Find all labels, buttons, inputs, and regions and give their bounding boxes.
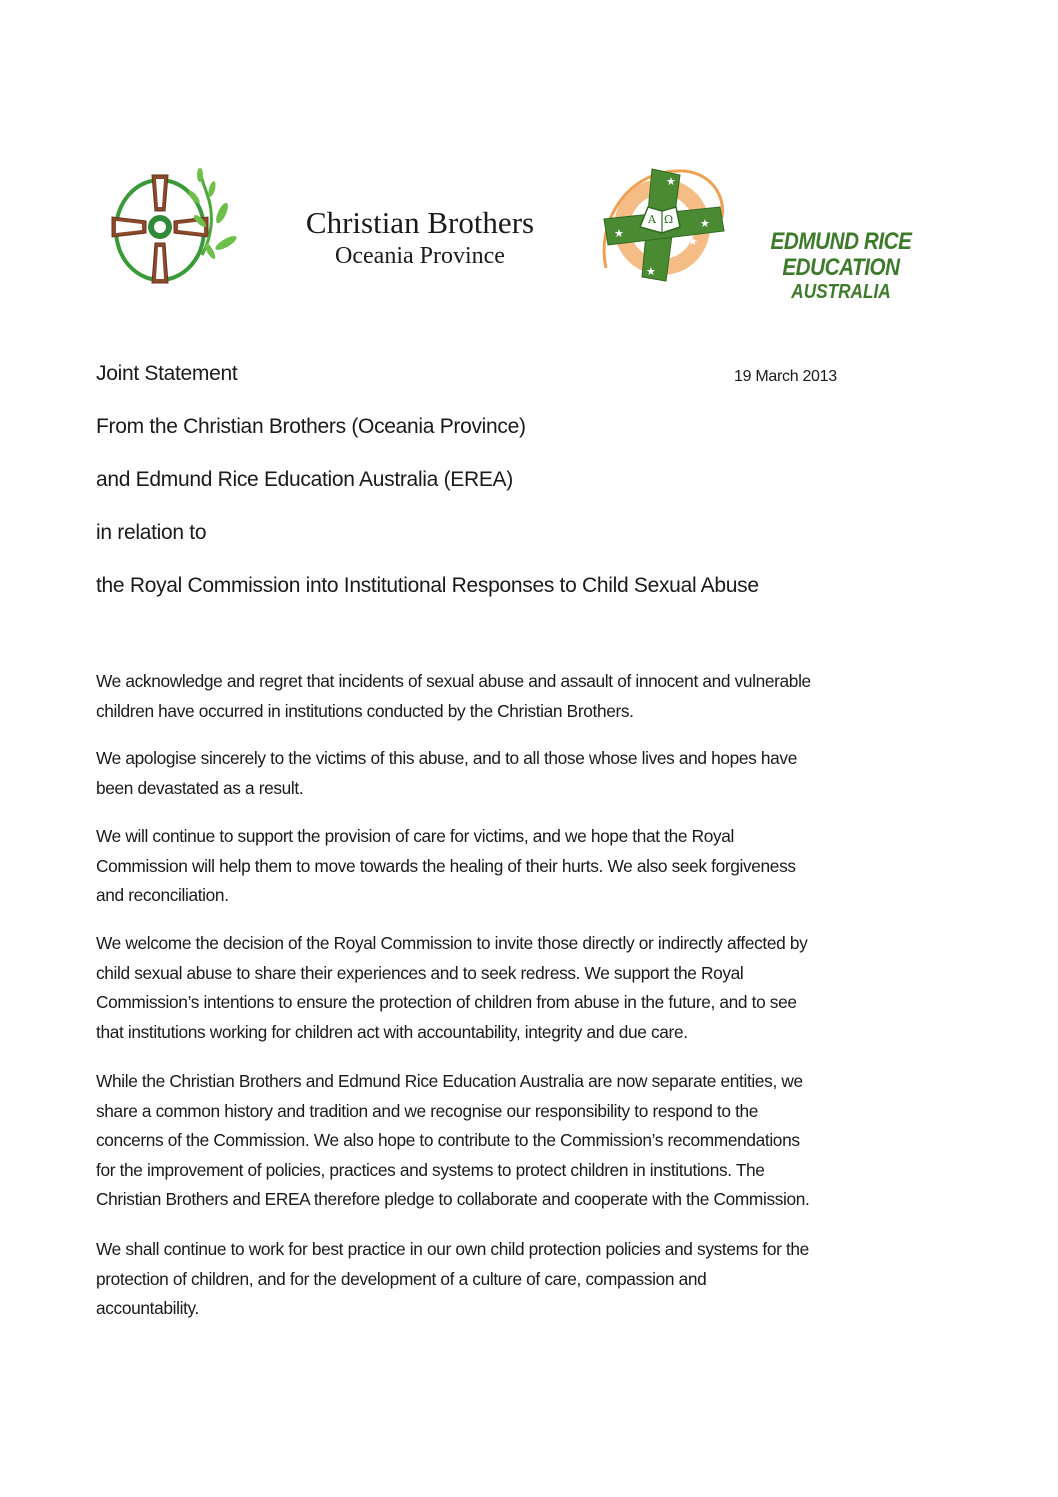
svg-text:★: ★ [700, 217, 710, 230]
svg-text:★: ★ [614, 227, 624, 240]
svg-text:★: ★ [688, 235, 698, 248]
paragraph-support [96, 822, 976, 911]
paragraph-text: We welcome the decision of the Royal Commission to invite those directly or indirectly affected by child sexual abuse to share their experiences and to seek redress. We support the Royal Commission’s intentions to ensure the protection of children from abuse in the future, and to see that institutions working for children act with accountability, integrity and due care. [96, 933, 808, 1042]
paragraph-best-practice [96, 1235, 976, 1324]
christian-brothers-wordmark [270, 205, 570, 271]
statement-date: 19 March 2013 [734, 368, 837, 385]
erea-wordmark [715, 229, 932, 303]
paragraph-text: We acknowledge and regret that incidents of sexual abuse and assault of innocent and vulnerable children have occurred in institutions conducted by the Christian Brothers. [96, 671, 811, 721]
statement-from: From the Christian Brothers (Oceania Province) [96, 415, 526, 438]
paragraph-acknowledge [96, 667, 976, 726]
erea-cross-logo [596, 163, 728, 289]
statement-and: and Edmund Rice Education Australia (EREA) [96, 468, 513, 491]
christian-brothers-cross-logo [108, 165, 240, 287]
paragraph-apologise [96, 744, 976, 803]
statement-subject: the Royal Commission into Institutional Responses to Child Sexual Abuse [96, 574, 759, 597]
paragraph-text: We shall continue to work for best practice in our own child protection policies and systems for the protection of children, and for the development of a culture of care, compassion and accountability. [96, 1239, 809, 1318]
svg-text:★: ★ [646, 265, 656, 278]
statement-title: Joint Statement [96, 362, 238, 385]
paragraph-separate-entities [96, 1067, 976, 1215]
cb-name: Christian Brothers [305, 205, 535, 240]
erea-name-line2: AUSTRALIA [791, 281, 891, 303]
paragraph-welcome [96, 929, 976, 1047]
paragraph-text: We apologise sincerely to the victims of this abuse, and to all those whose lives and hopes have been devastated as a result. [96, 748, 797, 798]
cb-province: Oceania Province [335, 243, 505, 269]
paragraph-text: While the Christian Brothers and Edmund Rice Education Australia are now separate entities, we share a common history and tradition and we recognise our responsibility to respond to the concerns of the Commission. We also hope to contribute to the Commission’s recommendations for the improvement of policies, practices and systems to protect children in institutions. The Christian Brothers and EREA therefore pledge to collaborate and cooperate with the Commission. [96, 1071, 810, 1209]
alpha-letter: A [648, 213, 656, 226]
omega-letter: Ω [664, 213, 674, 226]
paragraph-text: We will continue to support the provision of care for victims, and we hope that the Royal Commission will help them to move towards the healing of their hurts. We also seek forgiveness and reconciliation. [96, 826, 796, 905]
svg-text:★: ★ [666, 175, 676, 188]
statement-relation: in relation to [96, 521, 207, 544]
erea-name-line1: EDMUND RICE EDUCATION [770, 228, 912, 281]
